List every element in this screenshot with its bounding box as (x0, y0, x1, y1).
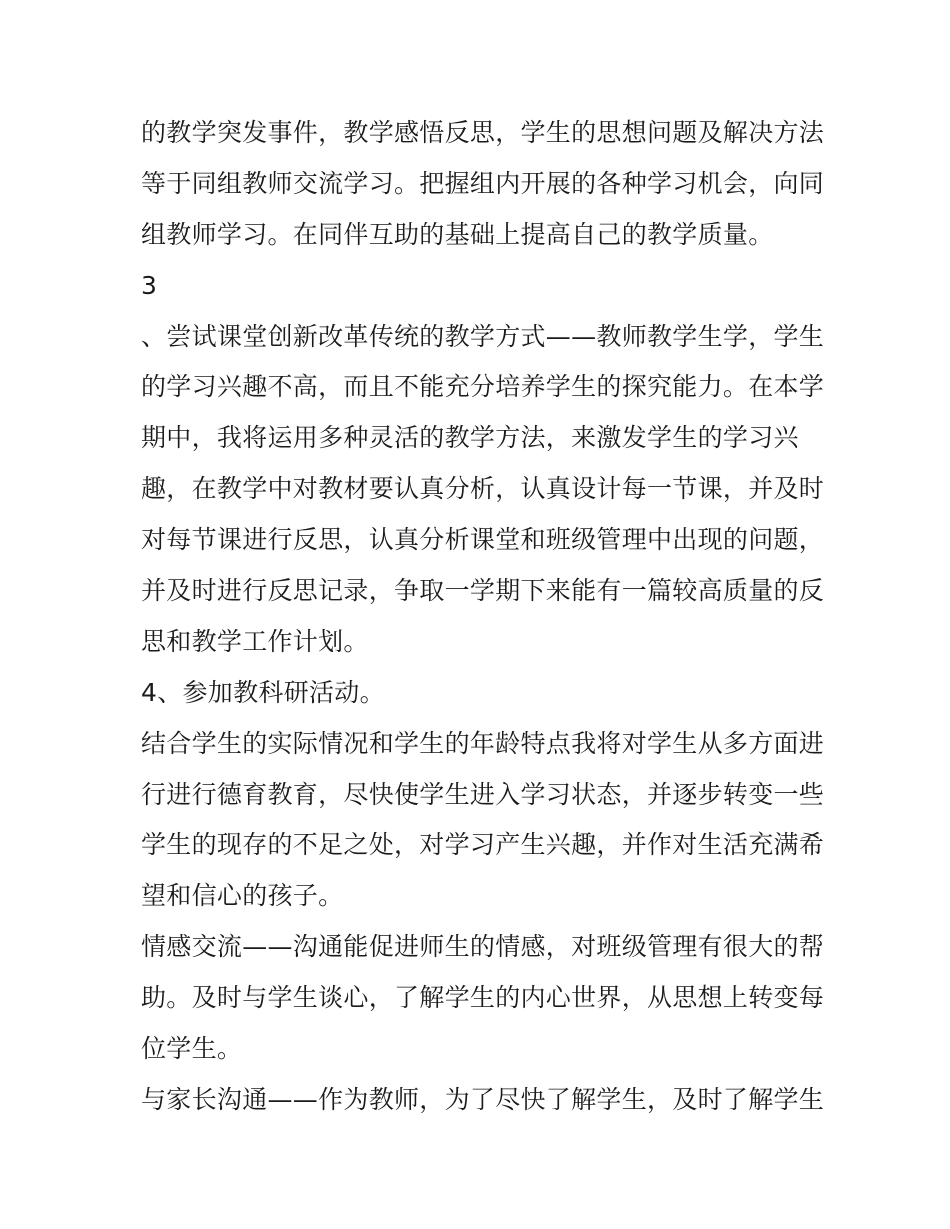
text-line: 对每节课进行反思，认真分析课堂和班级管理中出现的问题， (141, 525, 825, 555)
text-line: 学生的现存的不足之处，对学习产生兴趣，并作对生活充满希 (141, 830, 825, 860)
text-line: 组教师学习。在同伴互助的基础上提高自己的教学质量。 (141, 219, 774, 249)
section-number: 3 (141, 270, 158, 300)
text-line: 情感交流——沟通能促进师生的情感，对班级管理有很大的帮 (141, 932, 825, 962)
text-line: 并及时进行反思记录，争取一学期下来能有一篇较高质量的反 (141, 576, 825, 606)
text-line: 趣，在教学中对教材要认真分析，认真设计每一节课，并及时 (141, 474, 825, 504)
text-line: 的教学突发事件，教学感悟反思，学生的思想问题及解决方法 (141, 118, 825, 147)
text-line: 助。及时与学生谈心，了解学生的内心世界，从思想上转变每 (141, 983, 825, 1013)
text-line: 与家长沟通——作为教师，为了尽快了解学生，及时了解学生 (141, 1084, 825, 1114)
text-line: 位学生。 (141, 1034, 243, 1064)
text-line: 等于同组教师交流学习。把握组内开展的各种学习机会，向同 (141, 168, 825, 198)
text-line: 望和信心的孩子。 (141, 881, 344, 911)
text-line: 、尝试课堂创新改革传统的教学方式——教师教学生学，学生 (141, 321, 825, 351)
body-text (141, 108, 825, 1126)
section-heading: 4、参加教科研活动。 (141, 677, 385, 707)
text-line: 思和教学工作计划。 (141, 626, 369, 656)
text-line: 结合学生的实际情况和学生的年龄特点我将对学生从多方面进 (141, 728, 825, 758)
text-line: 期中，我将运用多种灵活的教学方法，来激发学生的学习兴 (141, 423, 799, 453)
text-line: 的学习兴趣不高，而且不能充分培养学生的探究能力。在本学 (141, 372, 825, 402)
text-line: 行进行德育教育，尽快使学生进入学习状态，并逐步转变一些 (141, 779, 825, 809)
